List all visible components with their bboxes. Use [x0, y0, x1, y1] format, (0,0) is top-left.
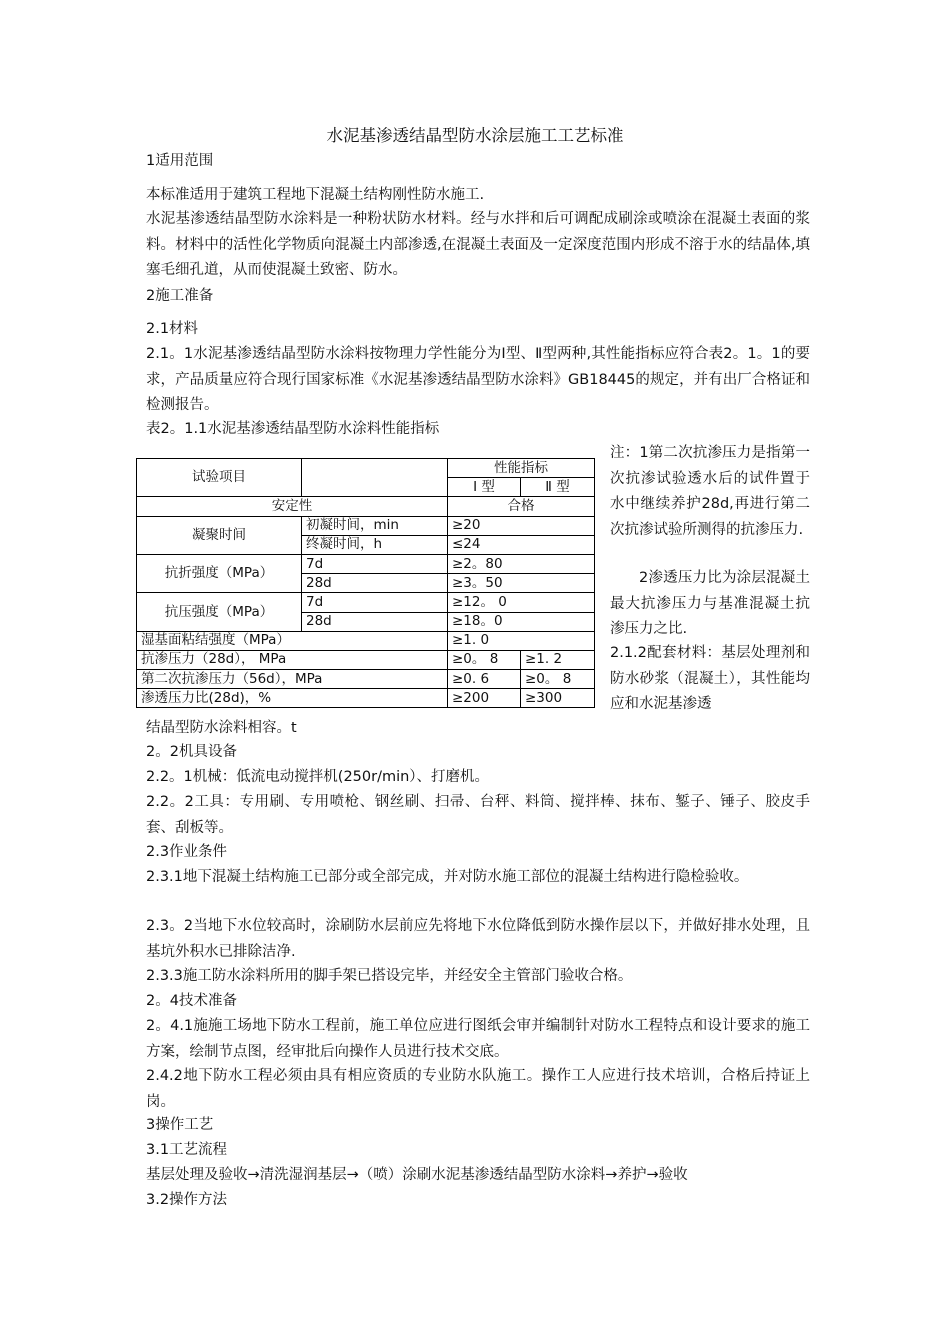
- paragraph: 本标准适用于建筑工程地下混凝土结构刚性防水施工.: [146, 187, 485, 203]
- table-cell: ≥1. 2: [521, 650, 595, 669]
- table-cell: ≥2。80: [448, 554, 595, 573]
- table-cell: ≥0. 6: [448, 670, 521, 689]
- table-cell: 抗渗压力（28d）， MPa: [137, 650, 448, 669]
- table-cell: 28d: [302, 612, 448, 631]
- table-row: [137, 689, 595, 708]
- table-header-performance: 性能指标: [448, 459, 595, 478]
- table-row: [137, 554, 595, 573]
- table-cell: ≥200: [448, 689, 521, 708]
- table-cell: ≤24: [448, 535, 595, 554]
- performance-table: [136, 458, 595, 708]
- subsection-heading: 2.3作业条件: [146, 844, 228, 860]
- table-header-type-2: Ⅱ 型: [521, 478, 595, 497]
- table-cell: ≥1. 0: [448, 631, 595, 650]
- table-cell: 初凝时间，min: [302, 516, 448, 535]
- table-cell: ≥3。50: [448, 574, 595, 593]
- paragraph: 2.4.2地下防水工程必须由具有相应资质的专业防水队施工。操作工人应进行技术培训，合格后持证上岗。: [146, 1068, 810, 1110]
- paragraph: 2.3.1地下混凝土结构施工已部分或全部完成，并对防水施工部位的混凝土结构进行隐检验收。: [146, 869, 749, 885]
- paragraph: 水泥基渗透结晶型防水涂料是一种粉状防水材料。经与水拌和后可调配成刷涂或喷涂在混凝土表面的浆料。材料中的活性化学物质向混凝土内部渗透,在混凝土表面及一定深度范围内形成不溶于水的结晶体,填塞毛细孔道，从而使混凝土致密、防水。: [146, 211, 810, 278]
- table-row: [137, 670, 595, 689]
- table-cell: ≥12。 0: [448, 593, 595, 612]
- table-cell: 安定性: [137, 497, 448, 516]
- table-cell: ≥300: [521, 689, 595, 708]
- table-cell: 第二次抗渗压力（56d），MPa: [137, 670, 448, 689]
- table-cell: 终凝时间，h: [302, 535, 448, 554]
- subsection-heading: 3.2操作方法: [146, 1192, 228, 1208]
- table-cell: ≥18。0: [448, 612, 595, 631]
- subsection-heading: 2.1材料: [146, 321, 199, 337]
- table-row: [137, 497, 595, 516]
- paragraph: 2.2。2工具：专用刷、专用喷枪、钢丝刷、扫帚、台秤、料筒、搅拌棒、抹布、錾子、锤子、胶皮手套、刮板等。: [146, 794, 811, 836]
- table-cell: ≥20: [448, 516, 595, 535]
- paragraph: 2.1.2配套材料：基层处理剂和防水砂浆（混凝土），其性能均应和水泥基渗透: [610, 645, 810, 712]
- subsection-heading: 2。2机具设备: [146, 744, 237, 760]
- table-row: [137, 631, 595, 650]
- paragraph: 2.2。1机械：低流电动搅拌机(250r/min）、打磨机。: [146, 769, 490, 785]
- paragraph: 基层处理及验收→清洗湿润基层→（喷）涂刷水泥基渗透结晶型防水涂料→养护→验收: [146, 1167, 688, 1183]
- table-row: [137, 650, 595, 669]
- table-cell: 凝聚时间: [137, 516, 302, 554]
- table-note: 注：1第二次抗渗压力是指第一次抗渗试验透水后的试件置于水中继续养护28d,再进行第二次抗渗试验所测得的抗渗压力.: [610, 445, 810, 538]
- table-note: 2渗透压力比为涂层混凝土最大抗渗压力与基准混凝土抗渗压力之比.: [610, 570, 810, 637]
- table-row: [137, 459, 595, 478]
- table-header-type-1: Ⅰ 型: [448, 478, 521, 497]
- section-heading: 1适用范围: [146, 153, 214, 169]
- section-heading: 3操作工艺: [146, 1117, 214, 1133]
- table-cell: ≥0。 8: [448, 650, 521, 669]
- paragraph: 2.1。1水泥基渗透结晶型防水涂料按物理力学性能分为Ⅰ型、Ⅱ型两种,其性能指标应符合表2。1。1的要求，产品质量应符合现行国家标准《水泥基渗透结晶型防水涂料》GB18445的规定，并有出厂合格证和检测报告。: [146, 346, 810, 413]
- table-cell: 抗折强度（MPa）: [137, 554, 302, 592]
- paragraph: 2.3。2当地下水位较高时，涂刷防水层前应先将地下水位降低到防水操作层以下，并做好排水处理，且基坑外积水已排除洁净.: [146, 918, 810, 960]
- table-cell: 合格: [448, 497, 595, 516]
- table-cell: 7d: [302, 554, 448, 573]
- table-cell: 渗透压力比(28d)，%: [137, 689, 448, 708]
- section-heading: 2施工准备: [146, 288, 214, 304]
- document-title: 水泥基渗透结晶型防水涂层施工工艺标准: [326, 126, 624, 145]
- paragraph: 结晶型防水涂料相容。t: [146, 720, 297, 736]
- subsection-heading: 3.1工艺流程: [146, 1142, 228, 1158]
- table-caption: 表2。1.1水泥基渗透结晶型防水涂料性能指标: [146, 421, 440, 437]
- table-row: [137, 593, 595, 612]
- table-row: [137, 516, 595, 535]
- table-cell: 28d: [302, 574, 448, 593]
- table-header-item: 试验项目: [137, 459, 302, 497]
- paragraph: 2。4.1施施工场地下防水工程前，施工单位应进行图纸会审并编制针对防水工程特点和设计要求的施工方案，绘制节点图，经审批后向操作人员进行技术交底。: [146, 1018, 810, 1060]
- table-cell: 抗压强度（MPa）: [137, 593, 302, 631]
- table-cell: ≥0。 8: [521, 670, 595, 689]
- table-cell: 湿基面粘结强度（MPa）: [137, 631, 448, 650]
- subsection-heading: 2。4技术准备: [146, 993, 237, 1009]
- table-cell: 7d: [302, 593, 448, 612]
- paragraph: 2.3.3施工防水涂料所用的脚手架已搭设完毕，并经安全主管部门验收合格。: [146, 968, 633, 984]
